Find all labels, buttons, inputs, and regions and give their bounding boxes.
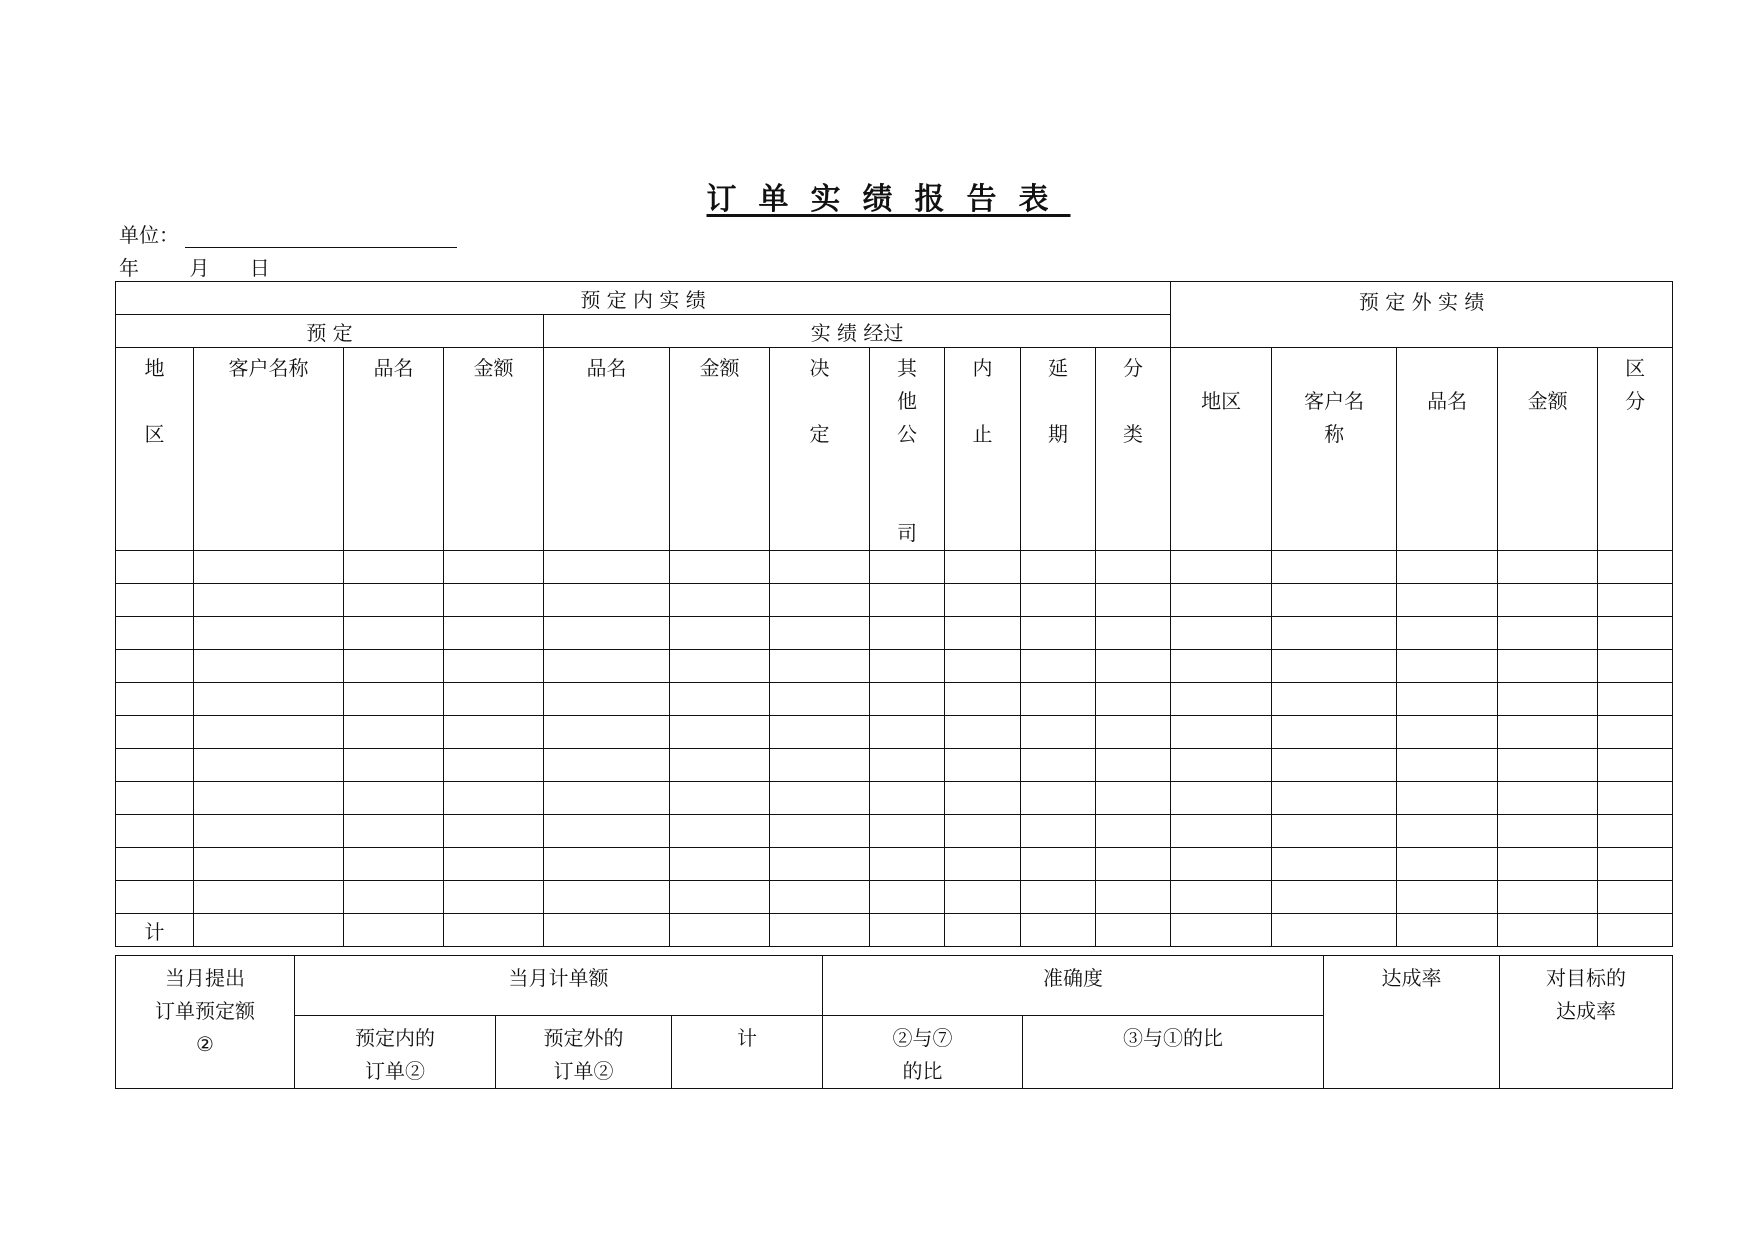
out-plan-header: 预 定 外 实 绩: [1171, 282, 1673, 348]
target-achievement-label: 对目标的 达成率: [1500, 956, 1673, 1089]
table-cell[interactable]: [194, 551, 344, 584]
ratio-3-1-label: ③与①的比: [1023, 1016, 1324, 1089]
table-cell[interactable]: [194, 716, 344, 749]
table-cell[interactable]: [945, 815, 1021, 848]
table-cell[interactable]: [544, 683, 670, 716]
col-out-item: 品名: [1397, 348, 1498, 551]
table-cell[interactable]: [670, 617, 770, 650]
table-cell[interactable]: [1096, 683, 1171, 716]
table-cell[interactable]: [1397, 584, 1498, 617]
table-cell[interactable]: [444, 881, 544, 914]
table-cell[interactable]: [1598, 617, 1673, 650]
table-cell[interactable]: [444, 650, 544, 683]
table-cell[interactable]: [770, 650, 870, 683]
table-cell[interactable]: [344, 617, 444, 650]
table-row: [116, 584, 1673, 617]
ratio-2-7-label: ②与⑦ 的比: [823, 1016, 1023, 1089]
table-cell[interactable]: [1021, 914, 1096, 947]
table-cell[interactable]: [945, 584, 1021, 617]
table-cell[interactable]: [344, 551, 444, 584]
out-plan-orders-label: 预定外的 订单②: [496, 1016, 672, 1089]
table-cell[interactable]: [116, 584, 194, 617]
table-cell[interactable]: [544, 815, 670, 848]
table-cell[interactable]: [1096, 914, 1171, 947]
table-cell[interactable]: [770, 881, 870, 914]
table-cell[interactable]: [1397, 848, 1498, 881]
table-cell[interactable]: [1096, 848, 1171, 881]
table-cell[interactable]: [870, 815, 945, 848]
total-label: 计: [116, 914, 194, 947]
month-label: 月: [189, 256, 210, 280]
table-cell[interactable]: [945, 617, 1021, 650]
table-row: [116, 848, 1673, 881]
table-cell[interactable]: [1021, 551, 1096, 584]
table-cell[interactable]: [1598, 716, 1673, 749]
table-cell[interactable]: [945, 551, 1021, 584]
table-cell[interactable]: [194, 782, 344, 815]
table-cell[interactable]: [1272, 683, 1397, 716]
table-cell[interactable]: [1397, 881, 1498, 914]
table-cell[interactable]: [116, 716, 194, 749]
table-cell[interactable]: [1397, 683, 1498, 716]
table-cell[interactable]: [194, 749, 344, 782]
col-customer: 客户名称: [194, 348, 344, 551]
page-title: 订单实绩报告表: [706, 182, 1071, 217]
table-cell[interactable]: [1171, 683, 1272, 716]
table-cell[interactable]: [1272, 617, 1397, 650]
table-cell[interactable]: [1598, 782, 1673, 815]
table-cell[interactable]: [1021, 815, 1096, 848]
table-cell[interactable]: [1272, 749, 1397, 782]
table-cell[interactable]: [670, 782, 770, 815]
table-cell[interactable]: [870, 782, 945, 815]
table-cell[interactable]: [544, 914, 670, 947]
table-cell[interactable]: [116, 617, 194, 650]
table-cell[interactable]: [945, 914, 1021, 947]
table-cell[interactable]: [544, 881, 670, 914]
table-cell[interactable]: [194, 683, 344, 716]
table-cell[interactable]: [1272, 881, 1397, 914]
table-cell[interactable]: [670, 914, 770, 947]
table-cell[interactable]: [1096, 584, 1171, 617]
table-cell[interactable]: [1021, 584, 1096, 617]
table-cell[interactable]: [945, 749, 1021, 782]
col-delay: 延 期: [1021, 348, 1096, 551]
table-cell[interactable]: [1096, 815, 1171, 848]
col-region: 地 区: [116, 348, 194, 551]
table-cell[interactable]: [1096, 881, 1171, 914]
table-cell[interactable]: [116, 782, 194, 815]
table-cell[interactable]: [1096, 617, 1171, 650]
table-row: [116, 881, 1673, 914]
table-cell[interactable]: [945, 881, 1021, 914]
table-cell[interactable]: [116, 551, 194, 584]
table-cell[interactable]: [770, 914, 870, 947]
table-cell[interactable]: [1598, 848, 1673, 881]
table-cell[interactable]: [1171, 617, 1272, 650]
table-cell[interactable]: [1171, 782, 1272, 815]
table-cell[interactable]: [344, 716, 444, 749]
table-cell[interactable]: [770, 617, 870, 650]
monthly-counted-label: 当月计单额: [295, 956, 823, 1016]
table-cell[interactable]: [1598, 683, 1673, 716]
table-cell[interactable]: [870, 683, 945, 716]
table-cell[interactable]: [1272, 782, 1397, 815]
table-cell[interactable]: [544, 749, 670, 782]
table-cell[interactable]: [444, 749, 544, 782]
total-row: [116, 914, 1673, 947]
table-cell[interactable]: [1171, 551, 1272, 584]
table-cell[interactable]: [116, 848, 194, 881]
table-cell[interactable]: [870, 716, 945, 749]
table-cell[interactable]: [670, 815, 770, 848]
table-cell[interactable]: [1171, 749, 1272, 782]
table-cell[interactable]: [1096, 716, 1171, 749]
table-cell[interactable]: [1498, 914, 1598, 947]
table-cell[interactable]: [1397, 716, 1498, 749]
table-cell[interactable]: [344, 848, 444, 881]
table-cell[interactable]: [1397, 650, 1498, 683]
table-cell[interactable]: [1272, 914, 1397, 947]
table-cell[interactable]: [1397, 749, 1498, 782]
table-cell[interactable]: [1171, 815, 1272, 848]
table-cell[interactable]: [1397, 782, 1498, 815]
in-plan-orders-label: 预定内的 订单②: [295, 1016, 496, 1089]
table-cell[interactable]: [344, 650, 444, 683]
plan-header: 预 定: [116, 315, 544, 348]
table-cell[interactable]: [1096, 782, 1171, 815]
date-row: [119, 252, 270, 281]
table-cell[interactable]: [670, 848, 770, 881]
table-cell[interactable]: [344, 749, 444, 782]
table-cell[interactable]: [770, 749, 870, 782]
table-row: [116, 815, 1673, 848]
table-cell[interactable]: [1272, 650, 1397, 683]
table-cell[interactable]: [1397, 914, 1498, 947]
col-amount-actual: 金额: [670, 348, 770, 551]
day-label: 日: [249, 256, 270, 280]
table-cell[interactable]: [770, 716, 870, 749]
table-row: [116, 650, 1673, 683]
table-cell[interactable]: [1397, 551, 1498, 584]
table-cell[interactable]: [544, 617, 670, 650]
table-cell[interactable]: [945, 683, 1021, 716]
table-cell[interactable]: [1498, 716, 1598, 749]
summary-total-label: 计: [672, 1016, 823, 1089]
table-cell[interactable]: [870, 848, 945, 881]
table-cell[interactable]: [770, 782, 870, 815]
table-cell[interactable]: [444, 716, 544, 749]
table-cell[interactable]: [945, 650, 1021, 683]
table-cell[interactable]: [1272, 848, 1397, 881]
table-cell[interactable]: [194, 815, 344, 848]
table-cell[interactable]: [1498, 617, 1598, 650]
accuracy-label: 准确度: [823, 956, 1324, 1016]
table-cell[interactable]: [1021, 650, 1096, 683]
table-cell[interactable]: [770, 815, 870, 848]
col-other-company: 其 他 公 司: [870, 348, 945, 551]
table-cell[interactable]: [870, 584, 945, 617]
table-cell[interactable]: [1171, 881, 1272, 914]
table-cell[interactable]: [1498, 551, 1598, 584]
table-cell[interactable]: [1598, 650, 1673, 683]
table-cell[interactable]: [116, 650, 194, 683]
unit-input-line[interactable]: [185, 227, 457, 248]
table-cell[interactable]: [670, 551, 770, 584]
table-cell[interactable]: [1598, 815, 1673, 848]
table-cell[interactable]: [444, 848, 544, 881]
table-cell[interactable]: [1171, 914, 1272, 947]
table-cell[interactable]: [116, 815, 194, 848]
table-cell[interactable]: [344, 584, 444, 617]
table-cell[interactable]: [116, 749, 194, 782]
table-cell[interactable]: [544, 782, 670, 815]
table-cell[interactable]: [870, 914, 945, 947]
col-out-region: 地区: [1171, 348, 1272, 551]
table-cell[interactable]: [544, 650, 670, 683]
table-cell[interactable]: [945, 782, 1021, 815]
table-cell[interactable]: [1272, 551, 1397, 584]
table-cell[interactable]: [116, 881, 194, 914]
table-cell[interactable]: [1498, 683, 1598, 716]
in-plan-header: 预 定 内 实 绩: [116, 282, 1171, 315]
table-cell[interactable]: [1021, 749, 1096, 782]
table-cell[interactable]: [1598, 914, 1673, 947]
table-cell[interactable]: [870, 551, 945, 584]
summary-table: [115, 955, 1673, 1089]
col-item-plan: 品名: [344, 348, 444, 551]
table-cell[interactable]: [1498, 749, 1598, 782]
table-row: [116, 782, 1673, 815]
table-cell[interactable]: [1498, 848, 1598, 881]
table-cell[interactable]: [770, 683, 870, 716]
col-out-amount: 金额: [1498, 348, 1598, 551]
table-cell[interactable]: [544, 716, 670, 749]
table-cell[interactable]: [1598, 881, 1673, 914]
table-cell[interactable]: [344, 683, 444, 716]
table-cell[interactable]: [770, 584, 870, 617]
table-cell[interactable]: [1598, 551, 1673, 584]
table-cell[interactable]: [1021, 617, 1096, 650]
table-row: [116, 551, 1673, 584]
table-cell[interactable]: [344, 782, 444, 815]
table-cell[interactable]: [1096, 551, 1171, 584]
table-cell[interactable]: [1498, 650, 1598, 683]
table-row: [116, 749, 1673, 782]
table-cell[interactable]: [1272, 815, 1397, 848]
table-cell[interactable]: [670, 881, 770, 914]
table-cell[interactable]: [1598, 749, 1673, 782]
table-cell[interactable]: [870, 749, 945, 782]
table-cell[interactable]: [670, 584, 770, 617]
table-cell[interactable]: [1498, 881, 1598, 914]
table-cell[interactable]: [1021, 683, 1096, 716]
table-cell[interactable]: [1021, 848, 1096, 881]
table-cell[interactable]: [1498, 815, 1598, 848]
table-cell[interactable]: [770, 848, 870, 881]
col-decide: 决 定: [770, 348, 870, 551]
table-cell[interactable]: [344, 914, 444, 947]
table-cell[interactable]: [444, 782, 544, 815]
table-cell[interactable]: [444, 914, 544, 947]
monthly-proposed-label: 当月提出 订单预定额 ②: [116, 956, 295, 1089]
col-amount-plan: 金额: [444, 348, 544, 551]
table-cell[interactable]: [945, 848, 1021, 881]
table-cell[interactable]: [194, 584, 344, 617]
col-stop: 内 止: [945, 348, 1021, 551]
table-cell[interactable]: [1498, 782, 1598, 815]
table-cell[interactable]: [1096, 650, 1171, 683]
table-cell[interactable]: [870, 881, 945, 914]
table-cell[interactable]: [444, 551, 544, 584]
table-cell[interactable]: [1021, 782, 1096, 815]
table-cell[interactable]: [670, 683, 770, 716]
table-cell[interactable]: [1598, 584, 1673, 617]
table-cell[interactable]: [1171, 584, 1272, 617]
table-cell[interactable]: [670, 716, 770, 749]
actual-header: 实 绩 经过: [544, 315, 1171, 348]
col-division: 区 分: [1598, 348, 1673, 551]
col-category: 分 类: [1096, 348, 1171, 551]
table-cell[interactable]: [444, 683, 544, 716]
table-cell[interactable]: [1272, 716, 1397, 749]
order-report-table: [115, 281, 1673, 947]
achievement-label: 达成率: [1324, 956, 1500, 1089]
unit-field: [119, 219, 457, 248]
table-row: [116, 683, 1673, 716]
table-cell[interactable]: [1498, 584, 1598, 617]
table-cell[interactable]: [444, 815, 544, 848]
table-cell[interactable]: [194, 881, 344, 914]
year-label: 年: [119, 256, 139, 280]
table-cell[interactable]: [1171, 650, 1272, 683]
table-cell[interactable]: [544, 551, 670, 584]
table-cell[interactable]: [770, 551, 870, 584]
table-cell[interactable]: [1272, 584, 1397, 617]
col-out-customer: 客户名 称: [1272, 348, 1397, 551]
col-item-actual: 品名: [544, 348, 670, 551]
table-cell[interactable]: [194, 914, 344, 947]
table-cell[interactable]: [344, 881, 444, 914]
table-cell[interactable]: [194, 848, 344, 881]
table-cell[interactable]: [544, 584, 670, 617]
table-cell[interactable]: [945, 716, 1021, 749]
table-cell[interactable]: [670, 650, 770, 683]
table-cell[interactable]: [444, 584, 544, 617]
table-cell[interactable]: [1021, 716, 1096, 749]
table-cell[interactable]: [544, 848, 670, 881]
table-row: [116, 617, 1673, 650]
table-cell[interactable]: [1171, 716, 1272, 749]
table-cell[interactable]: [116, 683, 194, 716]
table-cell[interactable]: [1171, 848, 1272, 881]
table-cell[interactable]: [444, 617, 544, 650]
table-cell[interactable]: [194, 617, 344, 650]
table-cell[interactable]: [1397, 617, 1498, 650]
table-cell[interactable]: [670, 749, 770, 782]
table-cell[interactable]: [1021, 881, 1096, 914]
unit-label: 单位：: [119, 223, 179, 247]
table-cell[interactable]: [344, 815, 444, 848]
table-cell[interactable]: [870, 617, 945, 650]
table-cell[interactable]: [1397, 815, 1498, 848]
table-cell[interactable]: [870, 650, 945, 683]
table-cell[interactable]: [194, 650, 344, 683]
table-cell[interactable]: [1096, 749, 1171, 782]
table-row: [116, 716, 1673, 749]
